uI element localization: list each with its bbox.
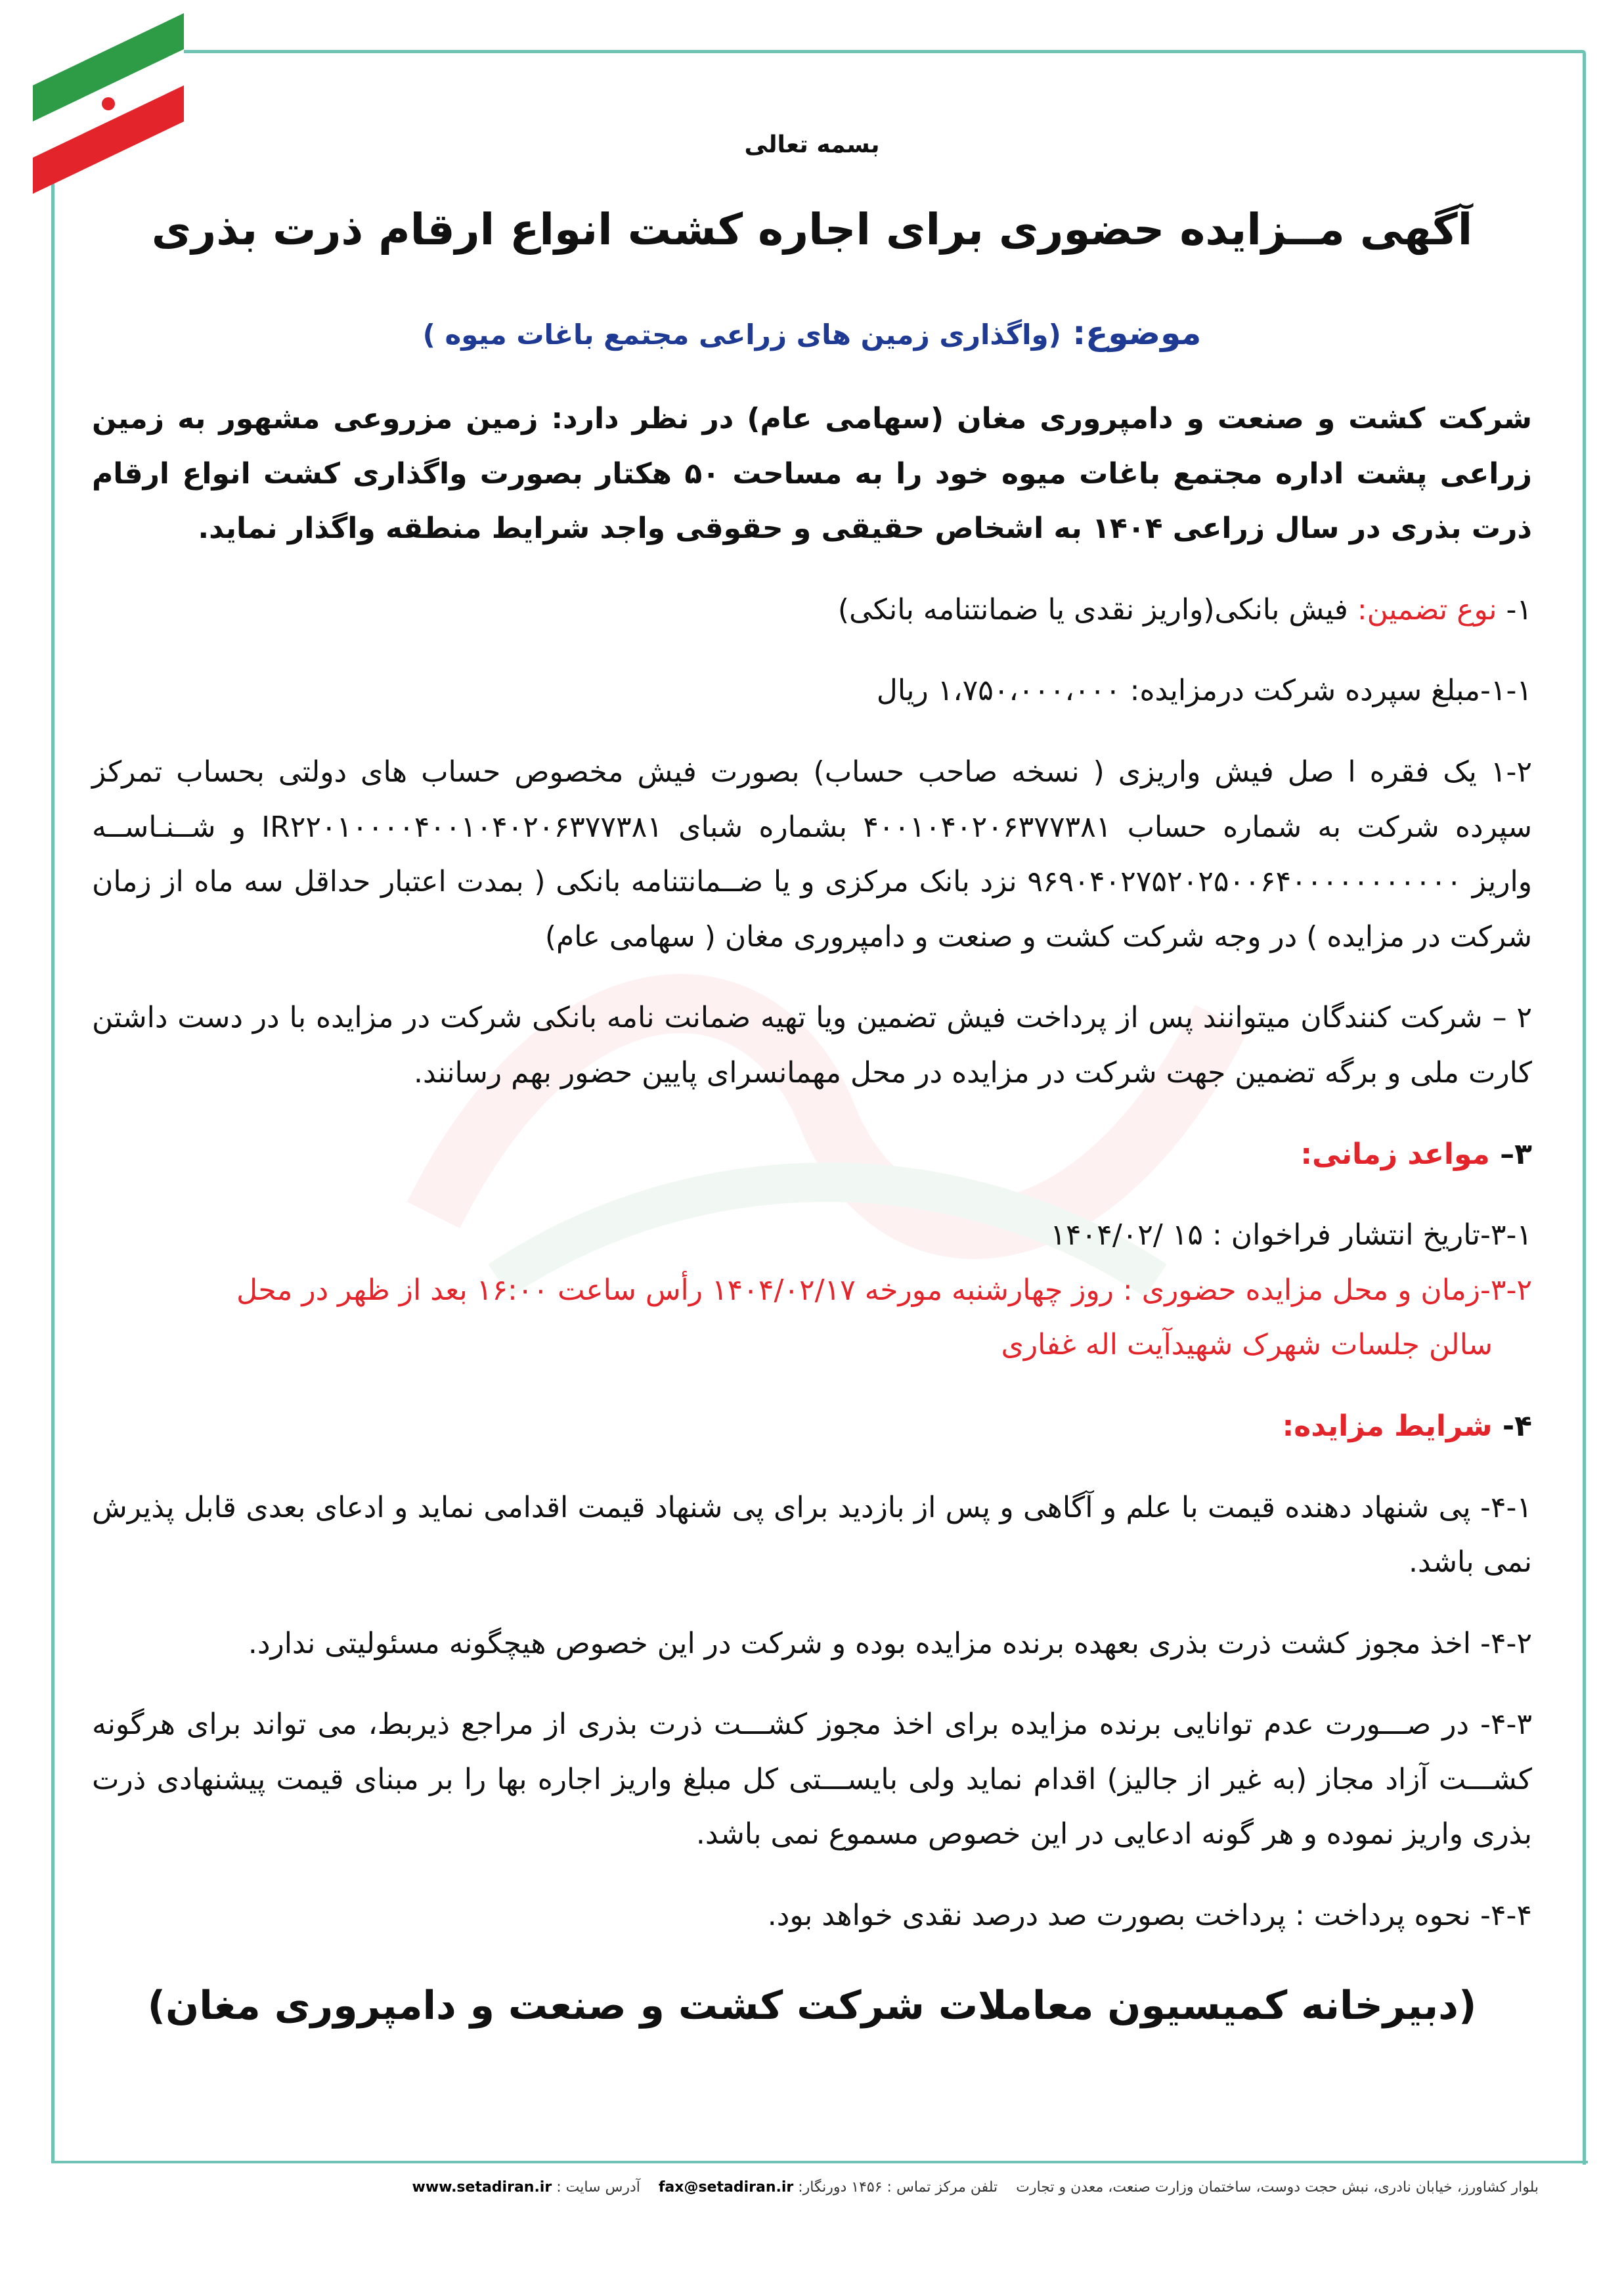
section-4-2-permit: ۴-۲- اخذ مجوز کشت ذرت بذری بعهده برنده مزایده بوده و شرکت در این خصوص هیچگونه مسئولیتی ندارد. xyxy=(248,1626,1532,1660)
section-3-2-line-1: ۳-۲-زمان و محل مزایده حضوری : روز چهارشنبه مورخه ۱۴۰۴/۰۲/۱۷ رأس ساعت ۱۶:۰۰ بعد از ظهر در محل xyxy=(236,1273,1532,1307)
section-1-1-deposit-amount: ۱-۱-مبلغ سپرده شرکت درمزایده: ۱،۷۵۰،۰۰۰،۰۰۰ ریال xyxy=(876,674,1532,708)
section-2-participants: ۲ – شرکت کنندگان میتوانند پس از پرداخت فیش تضمین ویا تهیه ضمانت نامه بانکی شرکت در مزایده با در دست داشتن کارت ملی و برگه تضمین جهت شرکت در مزایده در محل مهمانسرای پایین حضور بهم رسانند. xyxy=(92,1001,1532,1090)
footer-fax-link[interactable]: fax@setadiran.ir xyxy=(658,2179,794,2196)
footer-site-link[interactable]: www.setadiran.ir xyxy=(412,2179,552,2196)
notice-subject xyxy=(92,314,1532,352)
section-4-number: ۴- xyxy=(1502,1409,1532,1443)
section-4-4-payment-method: ۴-۴- نحوه پرداخت : پرداخت بصورت صد درصد نقدی خواهد بود. xyxy=(767,1899,1532,1933)
intro-paragraph: شرکت کشت و صنعت و دامپروری مغان (سهامی عام) در نظر دارد: زمین مزروعی مشهور به زمین زراعی پشت اداره مجتمع باغات میوه خود را به مساحت ۵۰ هکتار بصورت واگذاری کشت انواع ارقام ذرت بذری در سال زراعی ۱۴۰۴ به اشخاص حقیقی و حقوقی واجد شرایط منطقه واگذار نماید. xyxy=(92,402,1532,546)
frame-top-line xyxy=(184,50,1583,53)
section-1-label: نوع تضمین: xyxy=(1357,592,1497,627)
section-1-text: فیش بانکی(واریز نقدی یا ضمانتنامه بانکی) xyxy=(837,592,1348,627)
section-4-heading xyxy=(92,1399,1532,1454)
subject-detail: (واگذاری زمین های زراعی مجتمع باغات میوه ) xyxy=(422,319,1061,351)
frame-bottom-line xyxy=(51,2161,1588,2163)
section-3-1-publish-date: ۳-۱-تاریخ انتشار فراخوان : ۱۵ /۱۴۰۴/۰۲ xyxy=(1050,1218,1532,1252)
section-4-3-alternative-cultivation: ۴-۳- در صـــورت عدم توانایی برنده مزایده برای اخذ مجوز کشـــت ذرت بذری از مراجع ذیربط، می تواند برای هرگونه کشـــت آزاد مجاز (به غیر از جالیز) اقدام نماید ولی بایســـتی کل مبلغ واریز اجاره بها را بر مبنای قیمت پیشنهادی ذرت بذری واریز نموده و هر گونه ادعایی در این خصوص مسموع نمی باشد. xyxy=(92,1708,1532,1851)
page-footer xyxy=(197,2179,1539,2196)
notice-body xyxy=(92,131,1532,2029)
section-1-number: ۱- xyxy=(1506,592,1532,627)
section-3-label: مواعد زمانی: xyxy=(1300,1137,1490,1171)
section-4-1-bidder-awareness: ۴-۱- پی شنهاد دهنده قیمت با علم و آگاهی و پس از بازدید برای پی شنهاد قیمت اقدامی نماید و ادعای بعدی قابل پذیرش نمی باشد. xyxy=(92,1490,1532,1580)
footer-site-label: آدرس سایت : xyxy=(556,2179,640,2196)
frame-left-line xyxy=(51,158,55,2161)
footer-address: بلوار کشاورز، خیابان نادری، نبش حجت دوست، ساختمان وزارت صنعت، معدن و تجارت xyxy=(1016,2179,1539,2196)
section-3-2-line-2: سالن جلسات شهرک شهیدآیت اله غفاری xyxy=(1001,1328,1493,1362)
frame-right-line xyxy=(1583,50,1586,2165)
section-3-heading xyxy=(92,1127,1532,1182)
section-4-label: شرایط مزایده: xyxy=(1282,1409,1493,1443)
section-3-2-auction-time-place xyxy=(92,1263,1532,1373)
subject-label: موضوع: xyxy=(1072,314,1202,352)
bismillah-heading: بسمه تعالی xyxy=(744,131,880,158)
section-1-guarantee-type xyxy=(92,583,1532,638)
footer-phone: تلفن مرکز تماس : ۱۴۵۶ دورنگار: xyxy=(798,2179,998,2196)
section-3-number: ۳– xyxy=(1500,1137,1532,1171)
notice-title: آگهی مــزایده حضوری برای اجاره کشت انواع ارقام ذرت بذری xyxy=(151,204,1473,255)
signature-line: (دبیرخانه کمیسیون معاملات شرکت کشت و صنعت و دامپروری مغان) xyxy=(147,1982,1477,2029)
section-1-2-bank-details: ۱-۲ یک فقره ا صل فیش واریزی ( نسخه صاحب حساب) بصورت فیش مخصوص حساب های دولتی بحساب تمرکز سپرده شرکت به شماره حساب ۴۰۰۱۰۴۰۲۰۶۳۷۷۳۸۱ بشماره شبای IR۲۲۰۱۰۰۰۰۴۰۰۱۰۴۰۲۰۶۳۷۷۳۸۱ و شــنـاســه واریز ۹۶۹۰۴۰۲۷۵۲۰۲۵۰۰۶۴۰۰۰۰۰۰۰۰۰۰۰ نزد بانک مرکزی و یا ضــمانتنامه بانکی ( بمدت اعتبار حداقل سه ماه از زمان شرکت در مزایده ) در وجه شرکت کشت و صنعت و دامپروری مغان ( سهامی عام) xyxy=(92,755,1533,954)
